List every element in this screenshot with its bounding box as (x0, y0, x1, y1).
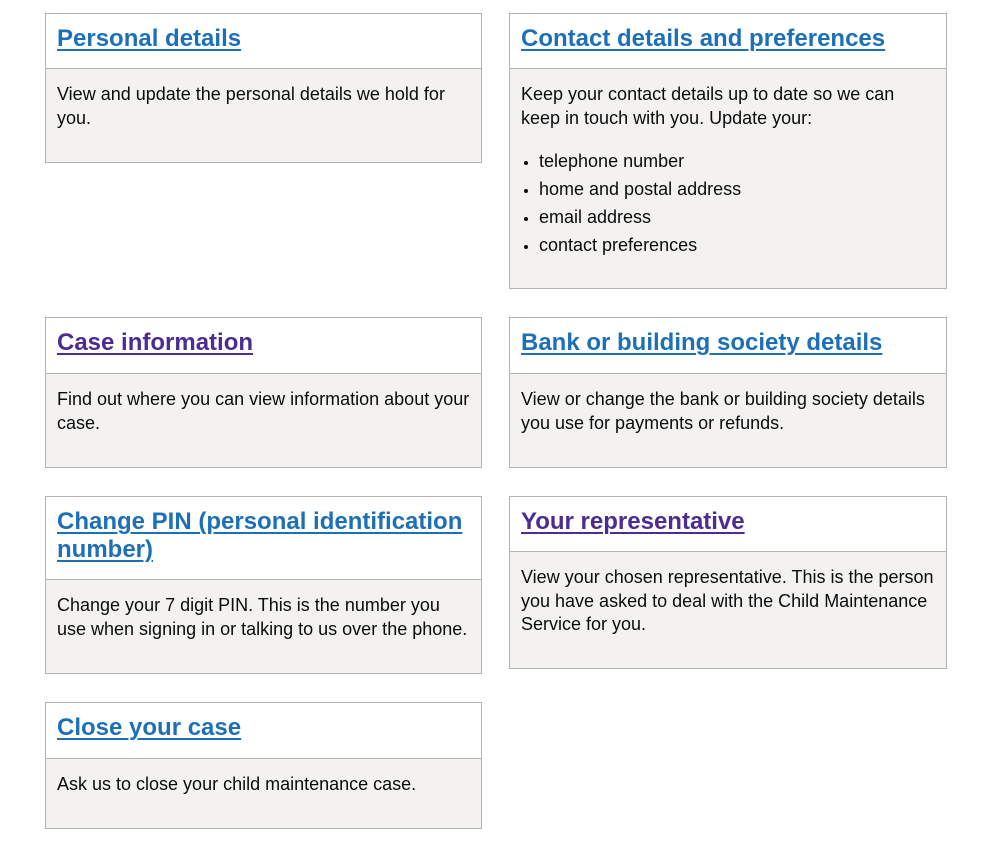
card-description: Keep your contact details up to date so we can keep in touch with you. Update your: (521, 84, 895, 128)
card-header (510, 497, 946, 552)
card-header (46, 318, 481, 374)
case-information-link[interactable]: Case information (57, 329, 254, 356)
card-header (510, 14, 946, 69)
card-contact-details (509, 13, 947, 289)
card-header (46, 497, 481, 580)
card-body (46, 759, 481, 797)
card-personal-details (45, 13, 482, 163)
card-your-representative (509, 496, 947, 669)
card-description: Change your 7 digit PIN. This is the number you use when signing in or talking to us over the phone. (57, 595, 468, 639)
card-header (46, 14, 481, 69)
list-item: • home and postal address (539, 178, 935, 201)
card-body (46, 69, 481, 130)
card-body (510, 552, 946, 637)
card-description: View and update the personal details we hold for you. (57, 84, 445, 128)
card-header (46, 703, 481, 759)
card-body (46, 374, 481, 435)
list-item: • telephone number (539, 150, 935, 173)
card-close-your-case (45, 702, 482, 829)
list-item: • contact preferences (539, 234, 935, 257)
card-bank-details (509, 317, 947, 468)
contact-details-list (521, 150, 935, 257)
card-header (510, 318, 946, 374)
contact-details-link[interactable]: Contact details and preferences (521, 25, 886, 52)
bank-details-link[interactable]: Bank or building society details (521, 329, 883, 356)
list-item: • email address (539, 206, 935, 229)
change-pin-link[interactable]: Change PIN (personal identification number) (57, 508, 463, 563)
card-body (510, 374, 946, 435)
close-your-case-link[interactable]: Close your case (57, 714, 242, 741)
card-case-information (45, 317, 482, 468)
personal-details-link[interactable]: Personal details (57, 25, 242, 52)
card-description: View or change the bank or building society details you use for payments or refunds. (521, 389, 925, 433)
card-description: Ask us to close your child maintenance case. (57, 774, 417, 794)
card-description: View your chosen representative. This is the person you have asked to deal with the Child Maintenance Service for you. (521, 567, 934, 634)
card-description: Find out where you can view information about your case. (57, 389, 470, 433)
your-representative-link[interactable]: Your representative (521, 508, 745, 535)
card-body (510, 69, 946, 257)
card-change-pin (45, 496, 482, 674)
card-body (46, 580, 481, 641)
